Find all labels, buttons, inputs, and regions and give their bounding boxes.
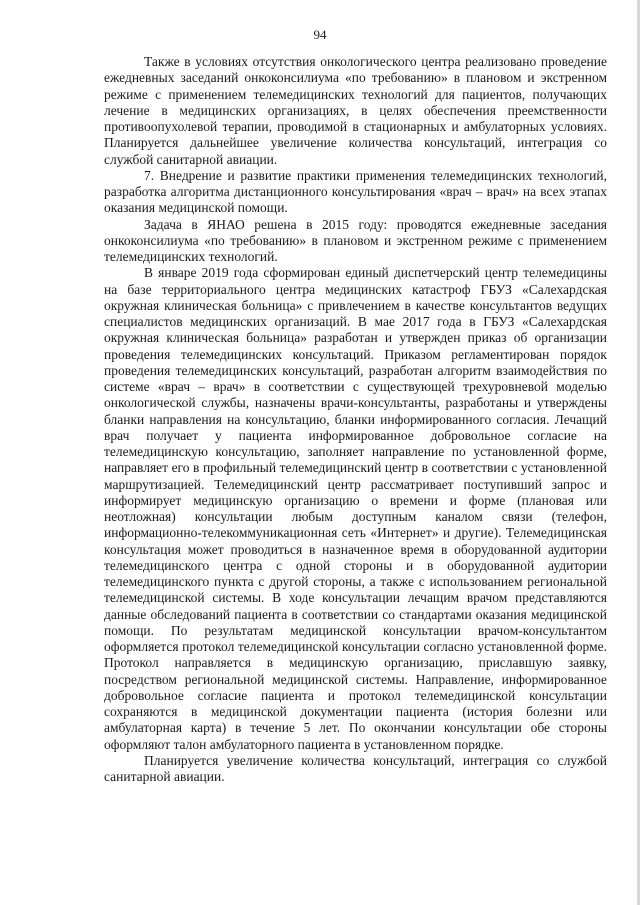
paragraph: Также в условиях отсутствия онкологического центра реализовано проведение ежедневных заседаний онкоконсилиума «по требованию» в плановом и экстренном режиме с применением телемедицинских технологий для пациентов, получающих лечение в медицинских организациях, в целях обеспечения преемственности противоопухолевой терапии, проводимой в стационарных и амбулаторных условиях. Планируется дальнейшее увеличение количества консультаций, интеграция со службой санитарной авиации. (104, 54, 607, 167)
body-text (104, 54, 607, 785)
page-number: 94 (313, 27, 327, 42)
paragraph: Задача в ЯНАО решена в 2015 году: проводятся ежедневные заседания онкоконсилиума «по требованию» в плановом и экстренном режиме с применением телемедицинских технологий. (104, 216, 607, 264)
paragraph: 7. Внедрение и развитие практики применения телемедицинских технологий, разработка алгоритма дистанционного консультирования «врач – врач» на всех этапах оказания медицинской помощи. (104, 167, 607, 216)
paragraph: В январе 2019 года сформирован единый диспетчерский центр телемедицины на базе территориального центра медицинских катастроф ГБУЗ «Салехардская окружная клиническая больница» с привлечением в качестве консультантов ведущих специалистов медицинских организаций. В мае 2017 года в ГБУЗ «Салехардская окружная клиническая больница» разработан и утвержден приказ об организации проведения телемедицинских консультаций. Приказом регламентирован порядок проведения телемедицинских консультаций, разработан алгоритм взаимодействия по системе «врач – врач» в соответствии с существующей трехуровневой моделью онкологической службы, назначены врачи-консультанты, разработаны и утверждены бланки направления на консультацию, бланки информированного согласия. Лечащий врач получает у пациента информированное добровольное согласие на телемедицинскую консультацию, заполняет направление по установленной форме, направляет его в профильный телемедицинский центр в соответствии с установленной маршрутизацией. Телемедицинский центр рассматривает поступивший запрос и информирует медицинскую организацию о времени и форме (плановая или неотложная) консультации любым доступным каналом связи (телефон, информационно-телекоммуникационная сеть «Интернет» и другие). Телемедицинская консультация может проводиться в назначенное время в оборудованной аудитории телемедицинского центра с одной стороны и в оборудованной аудитории телемедицинского пункта с другой стороны, а также с использованием региональной телемедицинской системы. В ходе консультации лечащим врачом представляются данные обследований пациента в соответствии со стандартами оказания медицинской помощи. По результатам медицинской консультации врачом-консультантом оформляется протокол телемедицинской консультации согласно установленной форме. Протокол направляется в медицинскую организацию, приславшую заявку, посредством региональной медицинской системы. Направление, информированное добровольное согласие пациента и протокол телемедицинской консультации сохраняются в медицинской документации пациента (история болезни или амбулаторная карта) в течение 5 лет. По окончании консультации обе стороны оформляют талон амбулаторного пациента в установленном порядке. (104, 265, 607, 752)
paragraph: Планируется увеличение количества консультаций, интеграция со службой санитарной авиации. (104, 752, 607, 784)
